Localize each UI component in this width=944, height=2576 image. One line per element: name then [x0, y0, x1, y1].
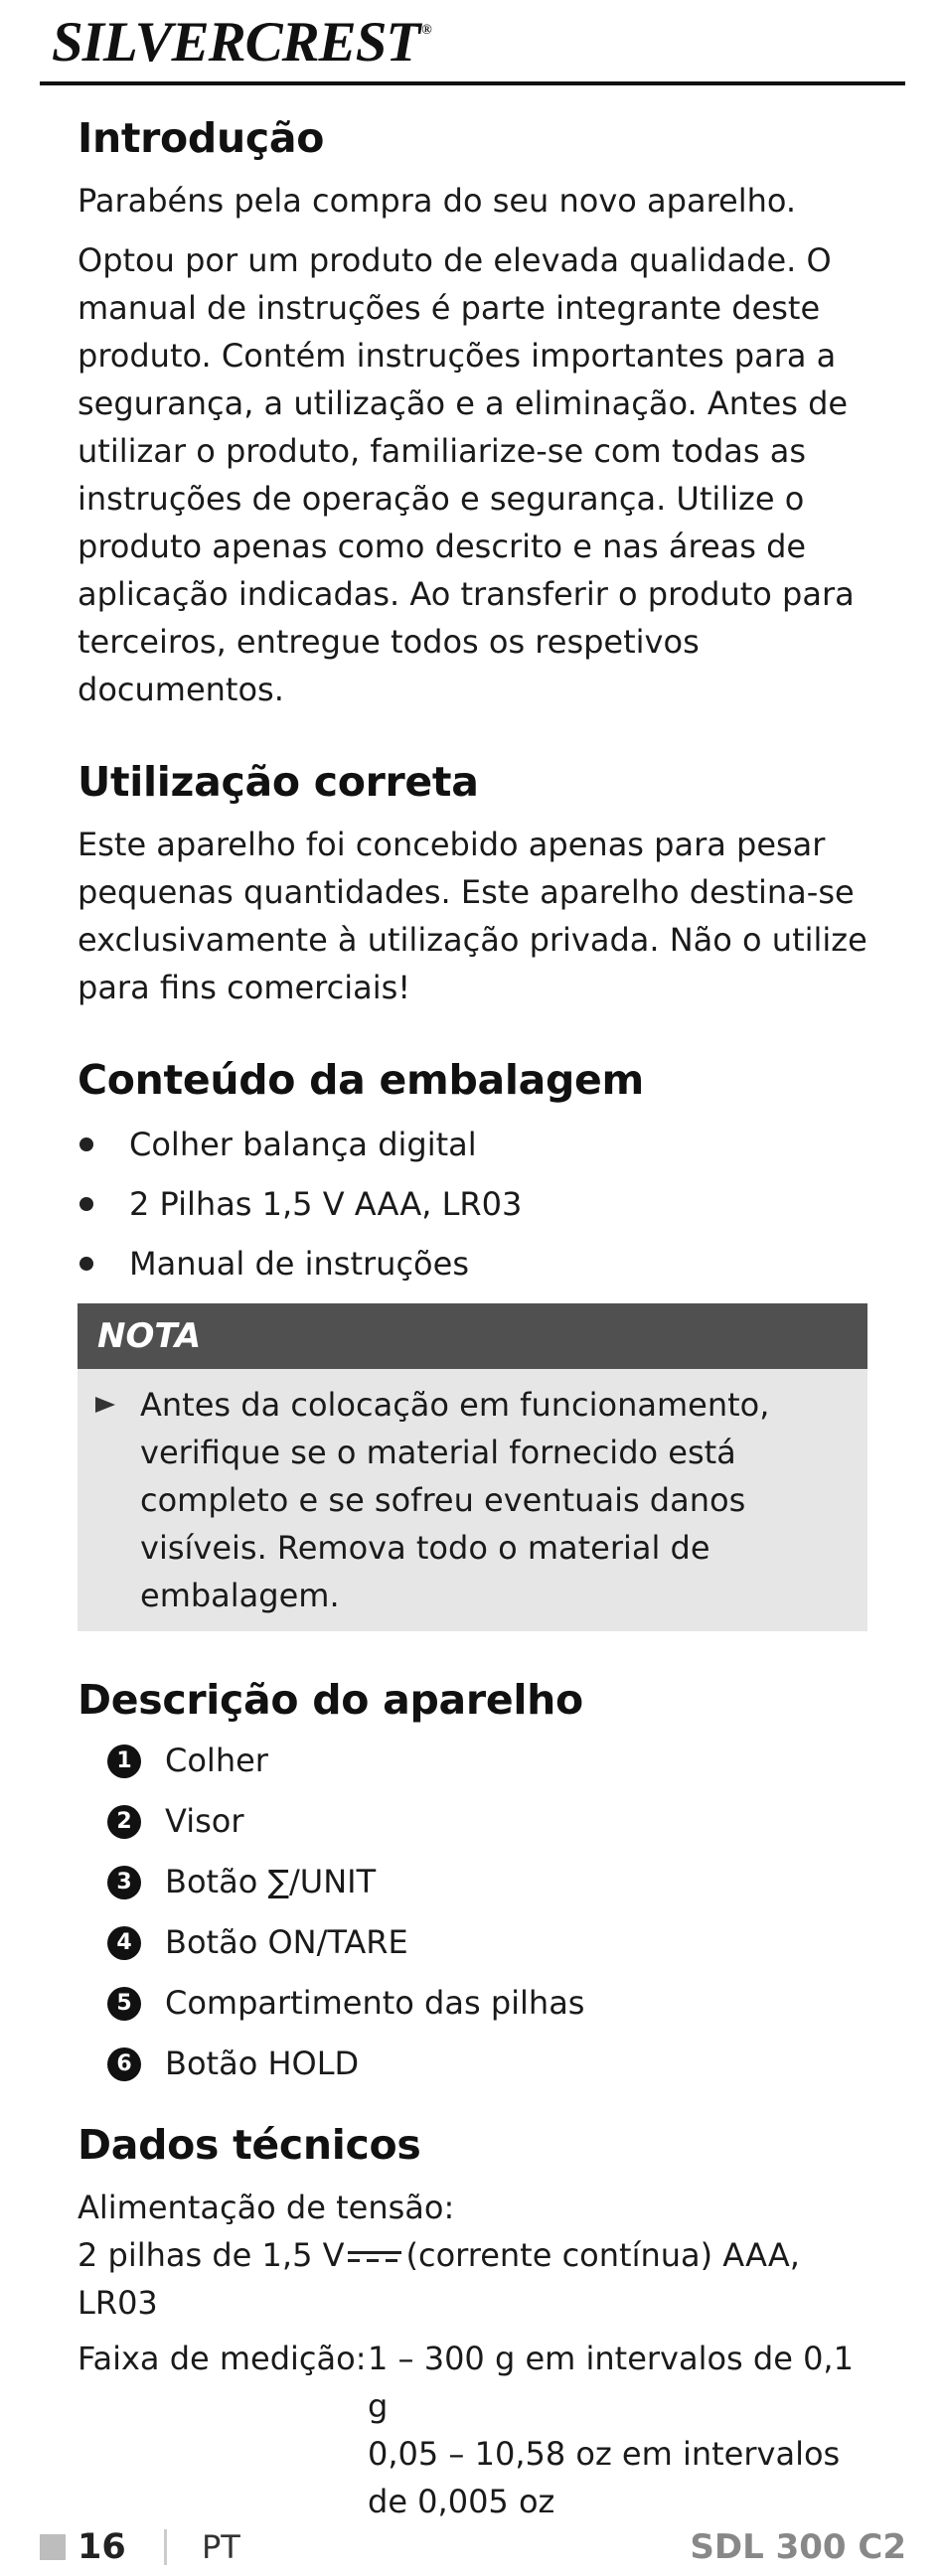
power-post: (corrente contínua) AAA, LR03	[78, 2236, 800, 2322]
direct-current-icon	[348, 2250, 401, 2264]
list-item	[78, 1121, 872, 1168]
part-item	[107, 1797, 872, 1846]
power-pre: 2 pilhas de 1,5 V	[78, 2236, 345, 2274]
number-6-icon: 6	[107, 2047, 141, 2081]
arrow-right-icon	[95, 1397, 115, 1413]
note-body	[78, 1369, 867, 1631]
parts-list	[107, 1737, 872, 2088]
brand-logo	[52, 11, 431, 74]
range-value	[368, 2335, 872, 2525]
header-rule	[40, 81, 905, 85]
list-item	[78, 1180, 872, 1228]
power-label: Alimentação de tensão:	[78, 2189, 455, 2226]
power-value	[78, 2231, 872, 2327]
number-2-icon: 2	[107, 1805, 141, 1839]
part-item	[107, 1918, 872, 1967]
part-item	[107, 1858, 872, 1906]
range-line-1: 1 – 300 g em intervalos de 0,1 g	[368, 2340, 854, 2425]
number-5-icon: 5	[107, 1987, 141, 2021]
bullet-icon	[79, 1257, 93, 1271]
part-label: Visor	[165, 1802, 244, 1840]
part-item	[107, 1979, 872, 2028]
bullet-icon	[79, 1197, 93, 1211]
range-line-2: 0,05 – 10,58 oz em intervalos de 0,005 oz	[368, 2435, 841, 2520]
number-4-icon: 4	[107, 1926, 141, 1960]
tech-heading: Dados técnicos	[78, 2121, 421, 2169]
intro-paragraph-2: Optou por um produto de elevada qualidade. O manual de instruções é parte integrante deste produto. Contém instruções importantes para a segurança, a utilização e a eliminação. Antes de utilizar o produto, familiarize-se com todas as instruções de operação e segurança. Utilize o produto apenas como descrito e nas áreas de aplicação indicadas. Ao transferir o produto para terceiros, entregue todos os respetivos documentos.	[78, 241, 855, 708]
page-footer	[40, 2523, 906, 2573]
intro-heading: Introdução	[78, 114, 325, 162]
list-item	[78, 1240, 872, 1288]
range-label: Faixa de medição:	[78, 2340, 367, 2377]
part-label: Colher	[165, 1742, 268, 1779]
note-text: Antes da colocação em funcionamento, verifique se o material fornecido está completo e se sofreu eventuais danos visíveis. Remova todo o material de embalagem.	[140, 1386, 770, 1614]
registered-mark: ®	[421, 23, 431, 38]
list-item-text: Manual de instruções	[129, 1245, 469, 1283]
part-label: Botão ON/TARE	[165, 1923, 408, 1961]
usage-paragraph: Este aparelho foi concebido apenas para pesar pequenas quantidades. Este aparelho destina-se exclusivamente à utilização privada. Não o utilize para fins comerciais!	[78, 826, 867, 1006]
brand-logo-text: SILVERCREST	[52, 11, 420, 74]
range-spec	[78, 2335, 872, 2525]
language-code: PT	[202, 2528, 240, 2566]
part-item	[107, 1737, 872, 1785]
bullet-icon	[79, 1137, 93, 1151]
part-label: Botão ∑/UNIT	[165, 1863, 377, 1900]
number-1-icon: 1	[107, 1744, 141, 1778]
footer-divider	[164, 2529, 167, 2565]
square-icon	[40, 2534, 66, 2560]
page-content	[78, 111, 872, 2525]
usage-heading: Utilização correta	[78, 758, 479, 806]
list-item-text: Colher balança digital	[129, 1126, 477, 1163]
part-label: Botão HOLD	[165, 2045, 360, 2082]
intro-paragraph-1: Parabéns pela compra do seu novo aparelho.	[78, 182, 797, 220]
description-heading: Descrição do aparelho	[78, 1676, 583, 1724]
contents-list	[78, 1121, 872, 1288]
note-box	[78, 1303, 867, 1631]
list-item-text: 2 Pilhas 1,5 V AAA, LR03	[129, 1185, 523, 1223]
part-label: Compartimento das pilhas	[165, 1984, 585, 2022]
part-item	[107, 2040, 872, 2088]
number-3-icon: 3	[107, 1866, 141, 1899]
page-number: 16	[78, 2527, 126, 2567]
model-number: SDL 300 C2	[690, 2527, 906, 2567]
contents-heading: Conteúdo da embalagem	[78, 1056, 644, 1104]
note-label: NOTA	[78, 1303, 867, 1369]
